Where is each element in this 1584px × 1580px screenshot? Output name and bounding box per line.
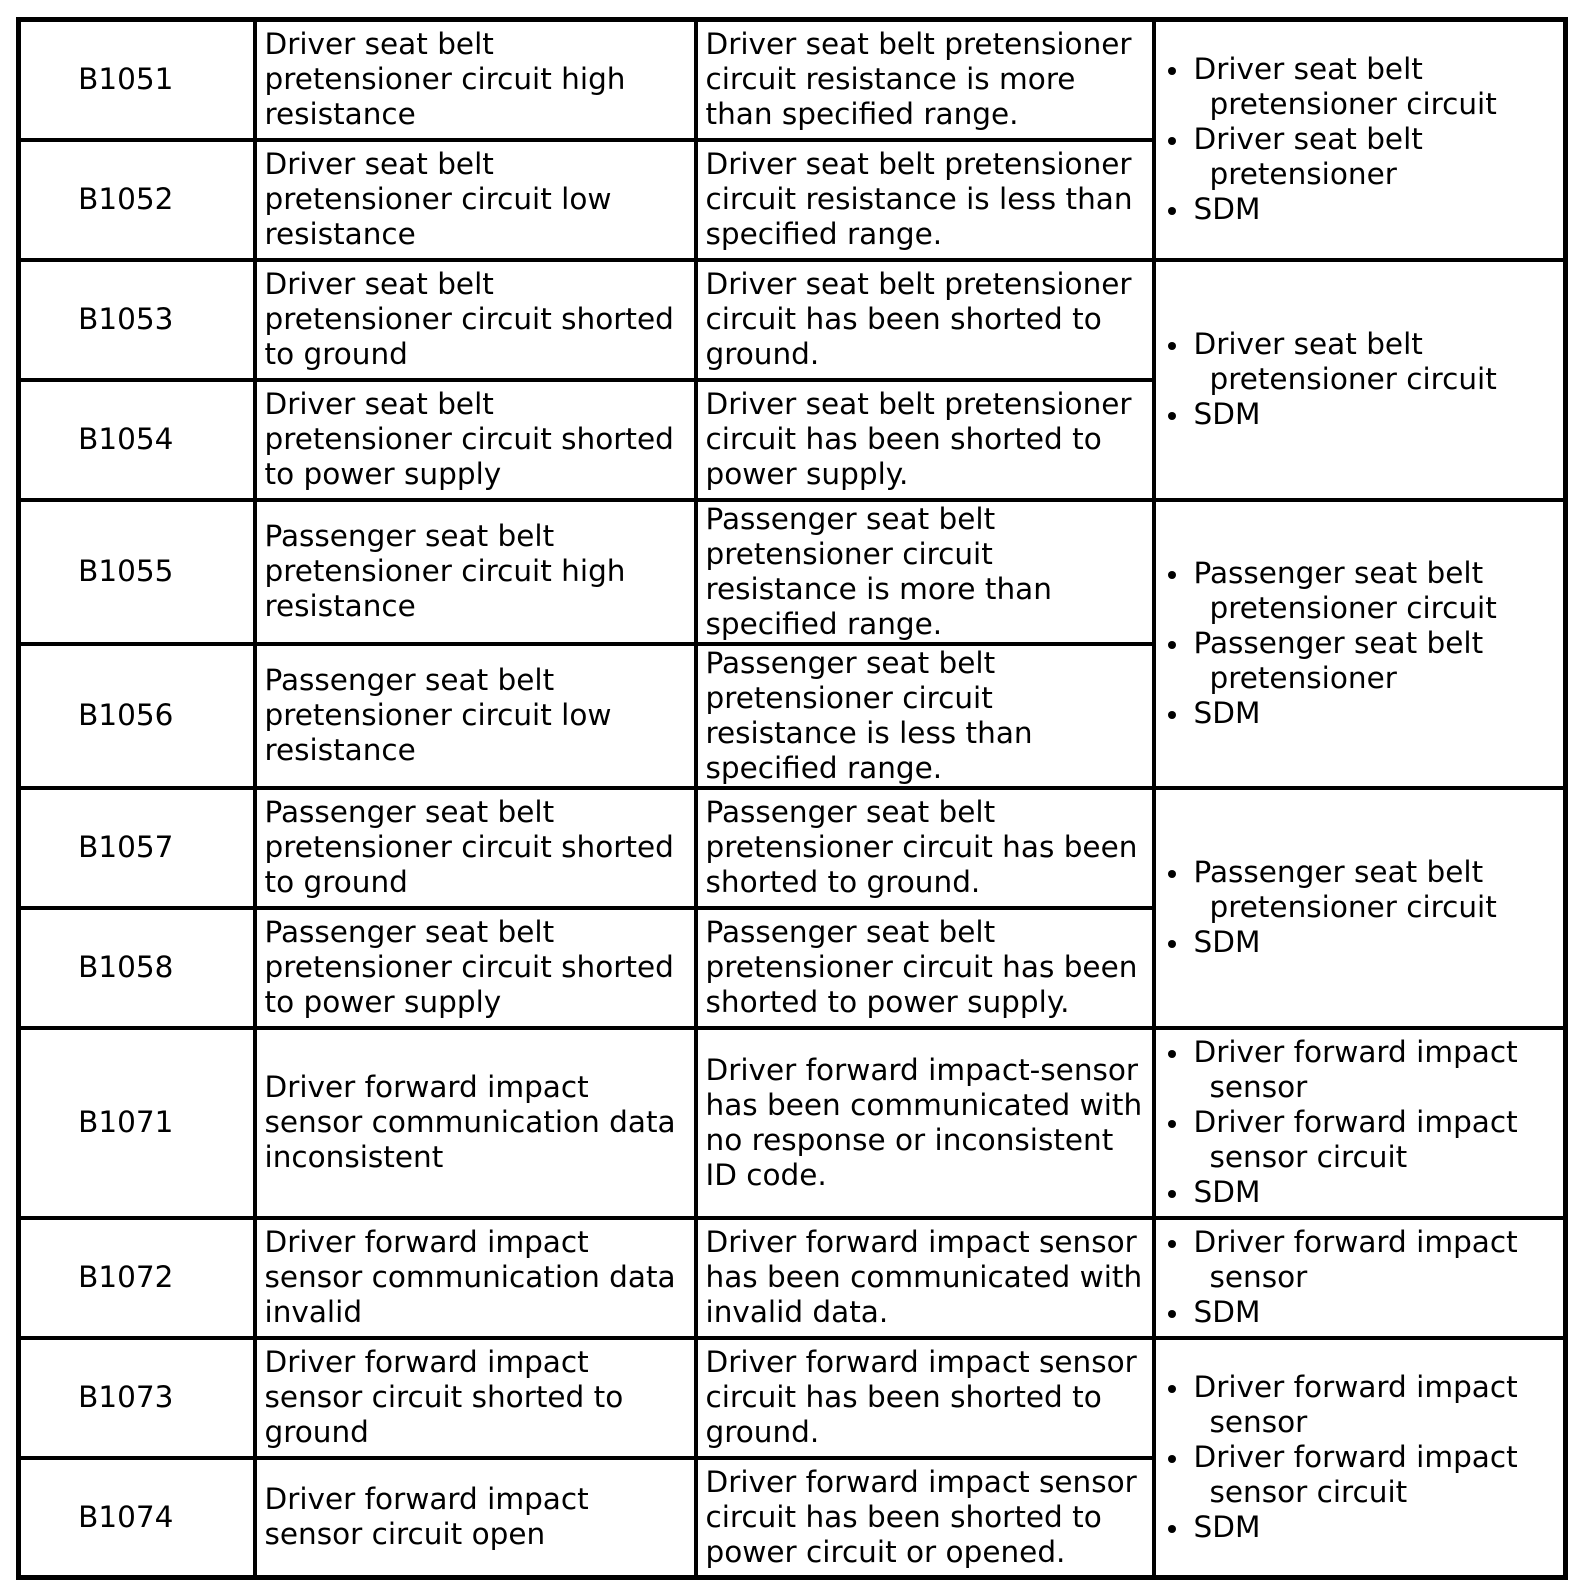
dtc-description: Passenger seat belt pretensioner circuit shorted to ground	[255, 788, 696, 908]
detecting-condition: Driver forward impact sensor circuit has been shorted to ground.	[696, 1338, 1154, 1458]
trouble-area-list	[1162, 855, 1556, 960]
dtc-description: Driver seat belt pretensioner circuit shorted to power supply	[255, 380, 696, 500]
dtc-code: B1054	[19, 380, 255, 500]
trouble-area-list	[1162, 327, 1556, 432]
dtc-description: Driver forward impact sensor communication data inconsistent	[255, 1028, 696, 1218]
dtc-code: B1058	[19, 908, 255, 1028]
dtc-description: Driver seat belt pretensioner circuit high resistance	[255, 20, 696, 140]
dtc-code: B1055	[19, 500, 255, 644]
table-row	[19, 500, 1566, 644]
dtc-code: B1071	[19, 1028, 255, 1218]
trouble-area-item: Driver forward impact sensor	[1162, 1035, 1556, 1105]
trouble-area-item: SDM	[1162, 1175, 1556, 1210]
trouble-area-item: Passenger seat belt pretensioner circuit	[1162, 556, 1556, 626]
dtc-description: Driver seat belt pretensioner circuit shorted to ground	[255, 260, 696, 380]
detecting-condition: Driver seat belt pretensioner circuit resistance is more than specified range.	[696, 20, 1154, 140]
detecting-condition: Driver forward impact-sensor has been communicated with no response or inconsistent ID code.	[696, 1028, 1154, 1218]
table-row	[19, 1338, 1566, 1458]
dtc-code: B1053	[19, 260, 255, 380]
dtc-description: Driver forward impact sensor communication data invalid	[255, 1218, 696, 1338]
trouble-area-list	[1162, 1225, 1556, 1330]
trouble-area	[1154, 260, 1566, 500]
dtc-description: Driver seat belt pretensioner circuit low resistance	[255, 140, 696, 260]
trouble-area	[1154, 20, 1566, 260]
dtc-code: B1056	[19, 644, 255, 788]
trouble-area-item: SDM	[1162, 696, 1556, 731]
dtc-description: Passenger seat belt pretensioner circuit low resistance	[255, 644, 696, 788]
detecting-condition: Driver seat belt pretensioner circuit has been shorted to ground.	[696, 260, 1154, 380]
trouble-area-item: SDM	[1162, 192, 1556, 227]
dtc-code: B1073	[19, 1338, 255, 1458]
dtc-description: Driver forward impact sensor circuit shorted to ground	[255, 1338, 696, 1458]
trouble-area-list	[1162, 556, 1556, 731]
trouble-area	[1154, 1218, 1566, 1338]
trouble-area-item: Driver forward impact sensor	[1162, 1370, 1556, 1440]
dtc-description: Passenger seat belt pretensioner circuit high resistance	[255, 500, 696, 644]
trouble-area-item: Passenger seat belt pretensioner	[1162, 626, 1556, 696]
detecting-condition: Driver forward impact sensor circuit has been shorted to power circuit or opened.	[696, 1458, 1154, 1578]
trouble-area-list	[1162, 1035, 1556, 1210]
trouble-area-item: Driver forward impact sensor circuit	[1162, 1440, 1556, 1510]
dtc-description: Driver forward impact sensor circuit open	[255, 1458, 696, 1578]
table-row	[19, 788, 1566, 908]
dtc-description: Passenger seat belt pretensioner circuit shorted to power supply	[255, 908, 696, 1028]
trouble-area-item: Driver seat belt pretensioner circuit	[1162, 52, 1556, 122]
trouble-area-item: Driver forward impact sensor	[1162, 1225, 1556, 1295]
detecting-condition: Passenger seat belt pretensioner circuit resistance is more than specified range.	[696, 500, 1154, 644]
table-row	[19, 260, 1566, 380]
detecting-condition: Passenger seat belt pretensioner circuit has been shorted to power supply.	[696, 908, 1154, 1028]
trouble-area-list	[1162, 52, 1556, 227]
table-row	[19, 1028, 1566, 1218]
table-row	[19, 20, 1566, 140]
detecting-condition: Driver seat belt pretensioner circuit has been shorted to power supply.	[696, 380, 1154, 500]
trouble-area-item: Driver seat belt pretensioner	[1162, 122, 1556, 192]
dtc-code: B1052	[19, 140, 255, 260]
table-row	[19, 1218, 1566, 1338]
dtc-code: B1072	[19, 1218, 255, 1338]
trouble-area	[1154, 1028, 1566, 1218]
dtc-code: B1074	[19, 1458, 255, 1578]
trouble-area-item: SDM	[1162, 397, 1556, 432]
detecting-condition: Driver forward impact sensor has been communicated with invalid data.	[696, 1218, 1154, 1338]
detecting-condition: Passenger seat belt pretensioner circuit has been shorted to ground.	[696, 788, 1154, 908]
trouble-area-item: SDM	[1162, 925, 1556, 960]
detecting-condition: Passenger seat belt pretensioner circuit resistance is less than specified range.	[696, 644, 1154, 788]
trouble-area-item: Passenger seat belt pretensioner circuit	[1162, 855, 1556, 925]
trouble-area-item: SDM	[1162, 1295, 1556, 1330]
trouble-area	[1154, 788, 1566, 1028]
trouble-area-item: SDM	[1162, 1510, 1556, 1545]
detecting-condition: Driver seat belt pretensioner circuit resistance is less than specified range.	[696, 140, 1154, 260]
trouble-area-item: Driver seat belt pretensioner circuit	[1162, 327, 1556, 397]
trouble-area	[1154, 500, 1566, 788]
trouble-area-list	[1162, 1370, 1556, 1545]
dtc-code: B1057	[19, 788, 255, 908]
dtc-code: B1051	[19, 20, 255, 140]
trouble-area-item: Driver forward impact sensor circuit	[1162, 1105, 1556, 1175]
dtc-table	[16, 17, 1568, 1580]
